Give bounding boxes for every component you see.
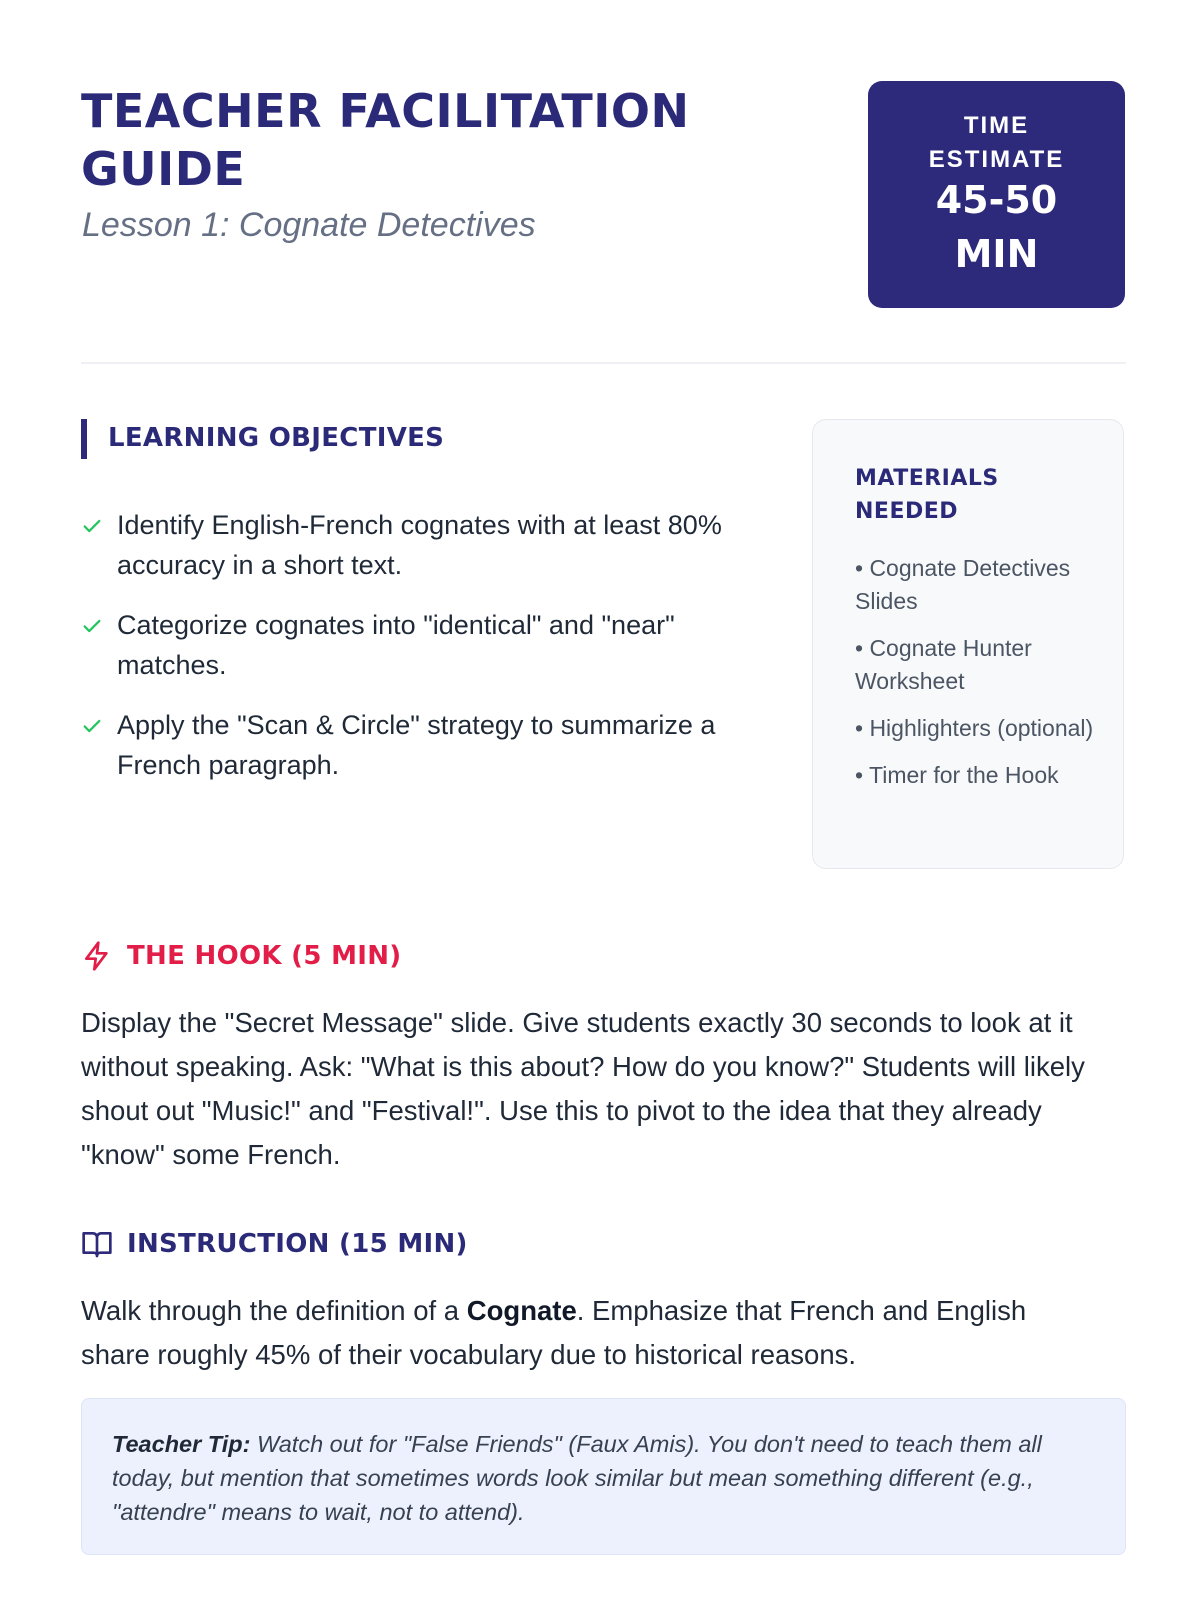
instruction-text-rest: . Emphasize that French and English share roughly 45% of their vocabulary due to historical reasons. [81,1295,1027,1370]
materials-card [812,419,1124,869]
objective-text: Categorize cognates into "identical" and "near" matches. [117,610,675,680]
materials-item: • Timer for the Hook [855,762,1059,788]
check-icon [81,515,103,537]
time-estimate-value [868,173,1125,281]
time-label-line2: ESTIMATE [928,146,1065,173]
teacher-tip-box [81,1398,1126,1555]
teacher-tip-text [112,1427,1102,1529]
materials-heading: MATERIALS NEEDED [855,466,999,524]
instruction-heading: INSTRUCTION (15 MIN) [127,1229,468,1259]
instruction-text-lead: Walk through the definition of a [81,1295,467,1326]
lightning-icon [81,940,113,972]
materials-item: • Cognate Hunter Worksheet [855,635,1032,694]
page-title: TEACHER FACILITATION GUIDE [81,84,690,196]
teacher-tip-body: Watch out for "False Friends" (Faux Amis). You don't need to teach them all today, but mention that sometimes words look similar but mean something different (e.g., "attendre" means to wait, not to attend). [112,1431,1042,1525]
teacher-tip-label: Teacher Tip: [112,1431,251,1457]
instruction-keyword: Cognate [466,1295,577,1326]
lesson-subtitle: Lesson 1: Cognate Detectives [82,206,536,244]
objectives-accent-bar [81,419,87,459]
materials-item: • Cognate Detectives Slides [855,555,1071,614]
instruction-text [81,1289,1081,1377]
time-value-line2: MIN [954,232,1039,276]
book-open-icon [81,1228,113,1260]
objective-text: Identify English-French cognates with at least 80% accuracy in a short text. [117,510,722,580]
header-divider [81,362,1126,364]
check-icon [81,615,103,637]
check-icon [81,715,103,737]
objectives-heading: LEARNING OBJECTIVES [108,423,445,453]
materials-item: • Highlighters (optional) [855,715,1094,741]
objective-text: Apply the "Scan & Circle" strategy to summarize a French paragraph. [117,710,716,780]
hook-text: Display the "Secret Message" slide. Give students exactly 30 seconds to look at it without speaking. Ask: "What is this about? How do you know?" Students will likely shout out "Music!" and "Festival!". Use this to pivot to the idea that they already "know" some French. [81,1007,1085,1170]
time-estimate-box [868,81,1125,308]
time-label-line1: TIME [963,112,1030,139]
time-estimate-label [868,109,1125,177]
materials-list [855,552,1105,806]
time-value-line1: 45-50 [935,178,1058,222]
hook-heading: THE HOOK (5 MIN) [127,941,402,971]
